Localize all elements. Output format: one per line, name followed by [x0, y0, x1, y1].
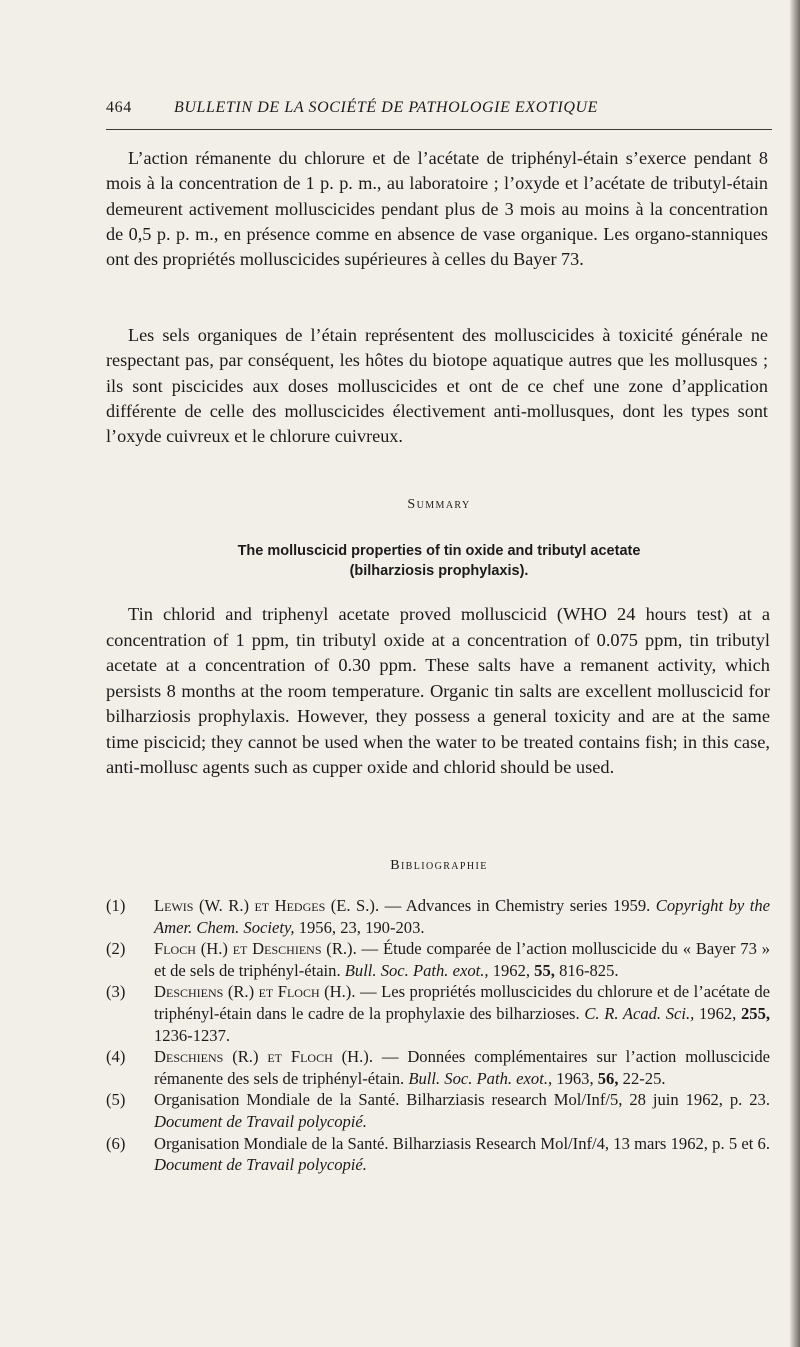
reference-number: (5) — [106, 1090, 126, 1110]
summary-heading: Summary — [407, 497, 471, 512]
reference-year: 1963, — [552, 1068, 594, 1088]
reference-tail: 1236-1237. — [154, 1025, 231, 1045]
reference-year: 1962, — [488, 960, 531, 980]
reference-text: — Étude comparée de l’action molluscicide du « Bayer 73 » et de sels de triphényl-étain. — [154, 939, 770, 980]
reference-item-5 — [106, 1089, 770, 1132]
reference-source: C. R. Acad. Sci., — [584, 1003, 695, 1023]
reference-number: (1) — [106, 896, 126, 915]
reference-source: Bull. Soc. Path. exot., — [344, 960, 489, 980]
reference-number: (2) — [106, 939, 126, 959]
reference-item-1 — [106, 895, 770, 938]
french-paragraph-1: L’action rémanente du chlorure et de l’acétate de triphényl-étain s’exerce pendant 8 mois à la concentration de 1 p. p. m., au laboratoire ; l’oxyde et l’acétate de tributyl-étain demeurent activement molluscicides pendant plus de 3 mois au moins à la concentration de 0,5 p. p. m., en présence comme en absence de vase organique. Les organo-stanniques ont des propriétés molluscicides supérieures à celles du Bayer 73. — [106, 148, 768, 270]
journal-title: BULLETIN DE LA SOCIÉTÉ DE PATHOLOGIE EXOTIQUE — [174, 99, 599, 116]
reference-number: (3) — [106, 982, 126, 1002]
reference-text: — Advances in Chemistry series 1959. — [379, 896, 656, 915]
reference-year: 1962, — [694, 1003, 737, 1023]
page-edge-shadow — [790, 0, 800, 1347]
summary-title-line-2: (bilharziosis prophylaxis). — [349, 563, 529, 579]
reference-item-3 — [106, 981, 770, 1046]
reference-number: (6) — [106, 1133, 126, 1153]
reference-authors: Lewis (W. R.) et Hedges (E. S.). — [154, 896, 380, 915]
reference-tail: 22-25. — [618, 1068, 666, 1088]
page-number: 464 — [106, 99, 132, 116]
french-paragraph-2: Les sels organiques de l’étain représentent des molluscicides à toxicité générale ne respectant pas, par conséquent, les hôtes du biotope aquatique autres que les mollusques ; ils sont piscicides aux doses molluscicides et ont de ce chef une zone d’application différente de celle des molluscicides électivement anti-mollusques, dont les types sont l’oxyde cuivreux et le chlorure cuivreux. — [106, 325, 768, 447]
reference-list — [106, 895, 770, 1176]
reference-authors: Floch (H.) et Deschiens (R.). — [154, 939, 357, 959]
reference-tail: 1956, 23, 190-203. — [294, 917, 425, 937]
reference-authors: Deschiens (R.) et Floch (H.). — [154, 982, 356, 1002]
reference-number: (4) — [106, 1047, 126, 1067]
reference-source: Copyright by the Amer. Chem. Society, — [154, 896, 770, 937]
reference-source: Document de Travail polycopié. — [154, 1155, 367, 1175]
reference-source: Bull. Soc. Path. exot., — [408, 1068, 553, 1088]
reference-item-4 — [106, 1046, 770, 1089]
reference-volume: 55, — [530, 960, 555, 980]
reference-tail: 816-825. — [554, 960, 619, 980]
reference-source: Document de Travail polycopié. — [154, 1111, 367, 1131]
reference-text: — Les propriétés molluscicides du chlorure et de l’acétate de triphényl-étain dans le cadre de la prophylaxie des bilharzioses. — [154, 982, 770, 1023]
reference-text: — Données complémentaires sur l’action molluscicide rémanente des sels de triphényl-étain. — [154, 1047, 770, 1088]
summary-title-line-1: The molluscicid properties of tin oxide and tributyl acetate — [237, 543, 641, 559]
reference-item-2 — [106, 938, 770, 981]
summary-body: Tin chlorid and triphenyl acetate proved molluscicid (WHO 24 hours test) at a concentration of 1 ppm, tin tributyl oxide at a concentration of 0.075 ppm, tin tributyl acetate at a concentration of 0.30 ppm. These salts have a remanent activity, which persists 8 months at the room temperature. Organic tin salts are excellent molluscicid for bilharziosis prophylaxis. However, they possess a general toxicity and are at the same time piscicid; they cannot be used when the water to be treated contains fish; in this case, anti-mollusc agents such as cupper oxide and chlorid should be used. — [106, 604, 770, 777]
reference-volume: 56, — [593, 1068, 619, 1088]
bibliography-heading: Bibliographie — [390, 858, 488, 873]
reference-volume: 255, — [736, 1003, 771, 1023]
reference-text: Organisation Mondiale de la Santé. Bilharziasis research Mol/Inf/5, 28 juin 1962, p. 23. — [154, 1090, 770, 1110]
header-rule — [106, 129, 772, 130]
summary-title — [106, 541, 772, 581]
running-header — [106, 99, 772, 123]
reference-text: Organisation Mondiale de la Santé. Bilharziasis Research Mol/Inf/4, 13 mars 1962, p. 5 et 6. — [154, 1133, 770, 1153]
reference-authors: Deschiens (R.) et Floch (H.). — [154, 1047, 373, 1067]
reference-item-6 — [106, 1133, 770, 1176]
